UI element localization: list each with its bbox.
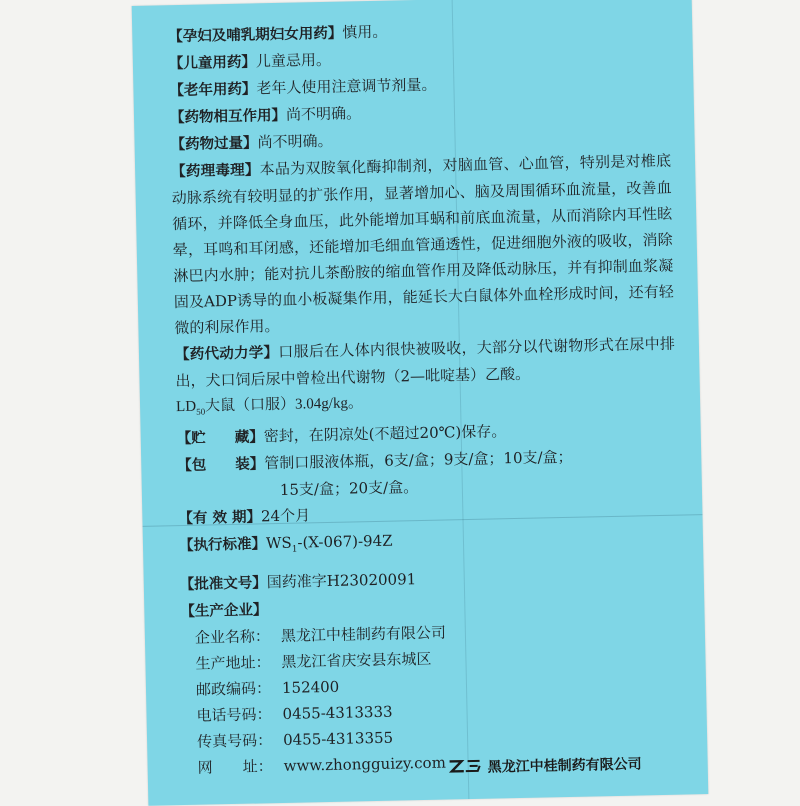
pharmacology-label: 【药理毒理】 [171, 162, 260, 181]
package-text-1: 管制口服液体瓶，6支/盒；9支/盒；10支/盒； [264, 447, 573, 473]
manufacturer-value: 黑龙江省庆安县东城区 [281, 649, 432, 671]
pregnancy-label: 【孕妇及哺乳期妇女用药】 [168, 25, 343, 46]
pharmacology-text: 本品为双胺氧化酶抑制剂，对脑血管、心血管，特别是对椎底动脉系统有较明显的扩张作用，显著增加心、脑及周围循环血流量，改善血循环，并降低全身血压，此外能增加耳蜗和前底血流量，从而消除内耳性眩晕，耳鸣和耳闭感，还能增加毛细血管通透性，促进细胞外液的吸收，消除淋巴内水肿；能对抗儿茶酚胺的缩血管作用及降低动脉压，并有抑制血浆凝固及ADP诱导的血小板凝集作用，能延长大白鼠体外血栓形成时间，还有轻微的利尿作用。 [171, 151, 674, 338]
manufacturer-key: 电话号码： [196, 705, 272, 725]
interaction-label: 【药物相互作用】 [169, 107, 287, 127]
ld-rest: 大鼠（口服）3.04g/kg。 [204, 395, 364, 415]
storage-text: 密封，在阴凉处(不超过20℃)保存。 [263, 422, 507, 446]
children-text: 儿童忌用。 [255, 50, 332, 71]
manufacturer-value: 152400 [281, 677, 340, 697]
approval-text: 国药准字H23020091 [266, 570, 417, 592]
pharmacokinetics-text: 口服后在人体内很快被吸收，大部分以代谢物形式在尿中排出，犬口饲后尿中曾检出代谢物（2—吡啶基）乙酸。 [175, 334, 676, 391]
standard-rest: -(X-067)-94Z [297, 531, 393, 552]
standard-sub: 1 [291, 544, 298, 555]
ld-sub: 50 [196, 406, 206, 417]
approval-label: 【批准文号】 [179, 575, 267, 594]
children-label: 【儿童用药】 [168, 54, 257, 73]
pharmacology-section [171, 148, 675, 341]
manufacturer-label: 【生产企业】 [180, 602, 268, 621]
manufacturer-key: 邮政编码： [195, 679, 272, 699]
zg-logo-icon [448, 759, 482, 778]
manufacturer-value: 黑龙江中桂制药有限公司 [280, 623, 447, 645]
package-label: 【包 装】 [177, 456, 265, 475]
manufacturer-value: 0455-4313333 [282, 702, 393, 723]
pharmacokinetics-label: 【药代动力学】 [174, 344, 279, 364]
manufacturer-key: 企业名称： [194, 627, 271, 647]
elderly-label: 【老年用药】 [169, 81, 257, 100]
elderly-text: 老年人使用注意调节剂量。 [256, 75, 437, 98]
standard-label: 【执行标准】 [178, 536, 267, 555]
leaflet-content [168, 13, 684, 781]
validity-label: 【有 效 期】 [178, 509, 262, 528]
footer-company [447, 753, 641, 777]
manufacturer-key: 网 址： [197, 757, 273, 777]
pregnancy-text: 慎用。 [342, 22, 388, 42]
interaction-text: 尚不明确。 [285, 104, 362, 124]
ld-main: LD [175, 398, 197, 416]
storage-label: 【贮 藏】 [176, 429, 264, 448]
package-text-2: 15支/盒；20支/盒。 [279, 478, 419, 499]
manufacturer-value: 0455-4313355 [282, 728, 394, 749]
manufacturer-key: 传真号码： [196, 731, 273, 751]
overdose-text: 尚不明确。 [257, 131, 333, 152]
manufacturer-value: www.zhongguizy.com [283, 753, 447, 775]
manufacturer-key: 生产地址： [195, 653, 271, 673]
standard-main: WS [265, 533, 292, 553]
overdose-label: 【药物过量】 [170, 135, 258, 154]
leaflet-sheet [132, 0, 709, 806]
validity-text: 24个月 [260, 506, 311, 526]
footer-company-name: 黑龙江中桂制药有限公司 [487, 756, 642, 776]
